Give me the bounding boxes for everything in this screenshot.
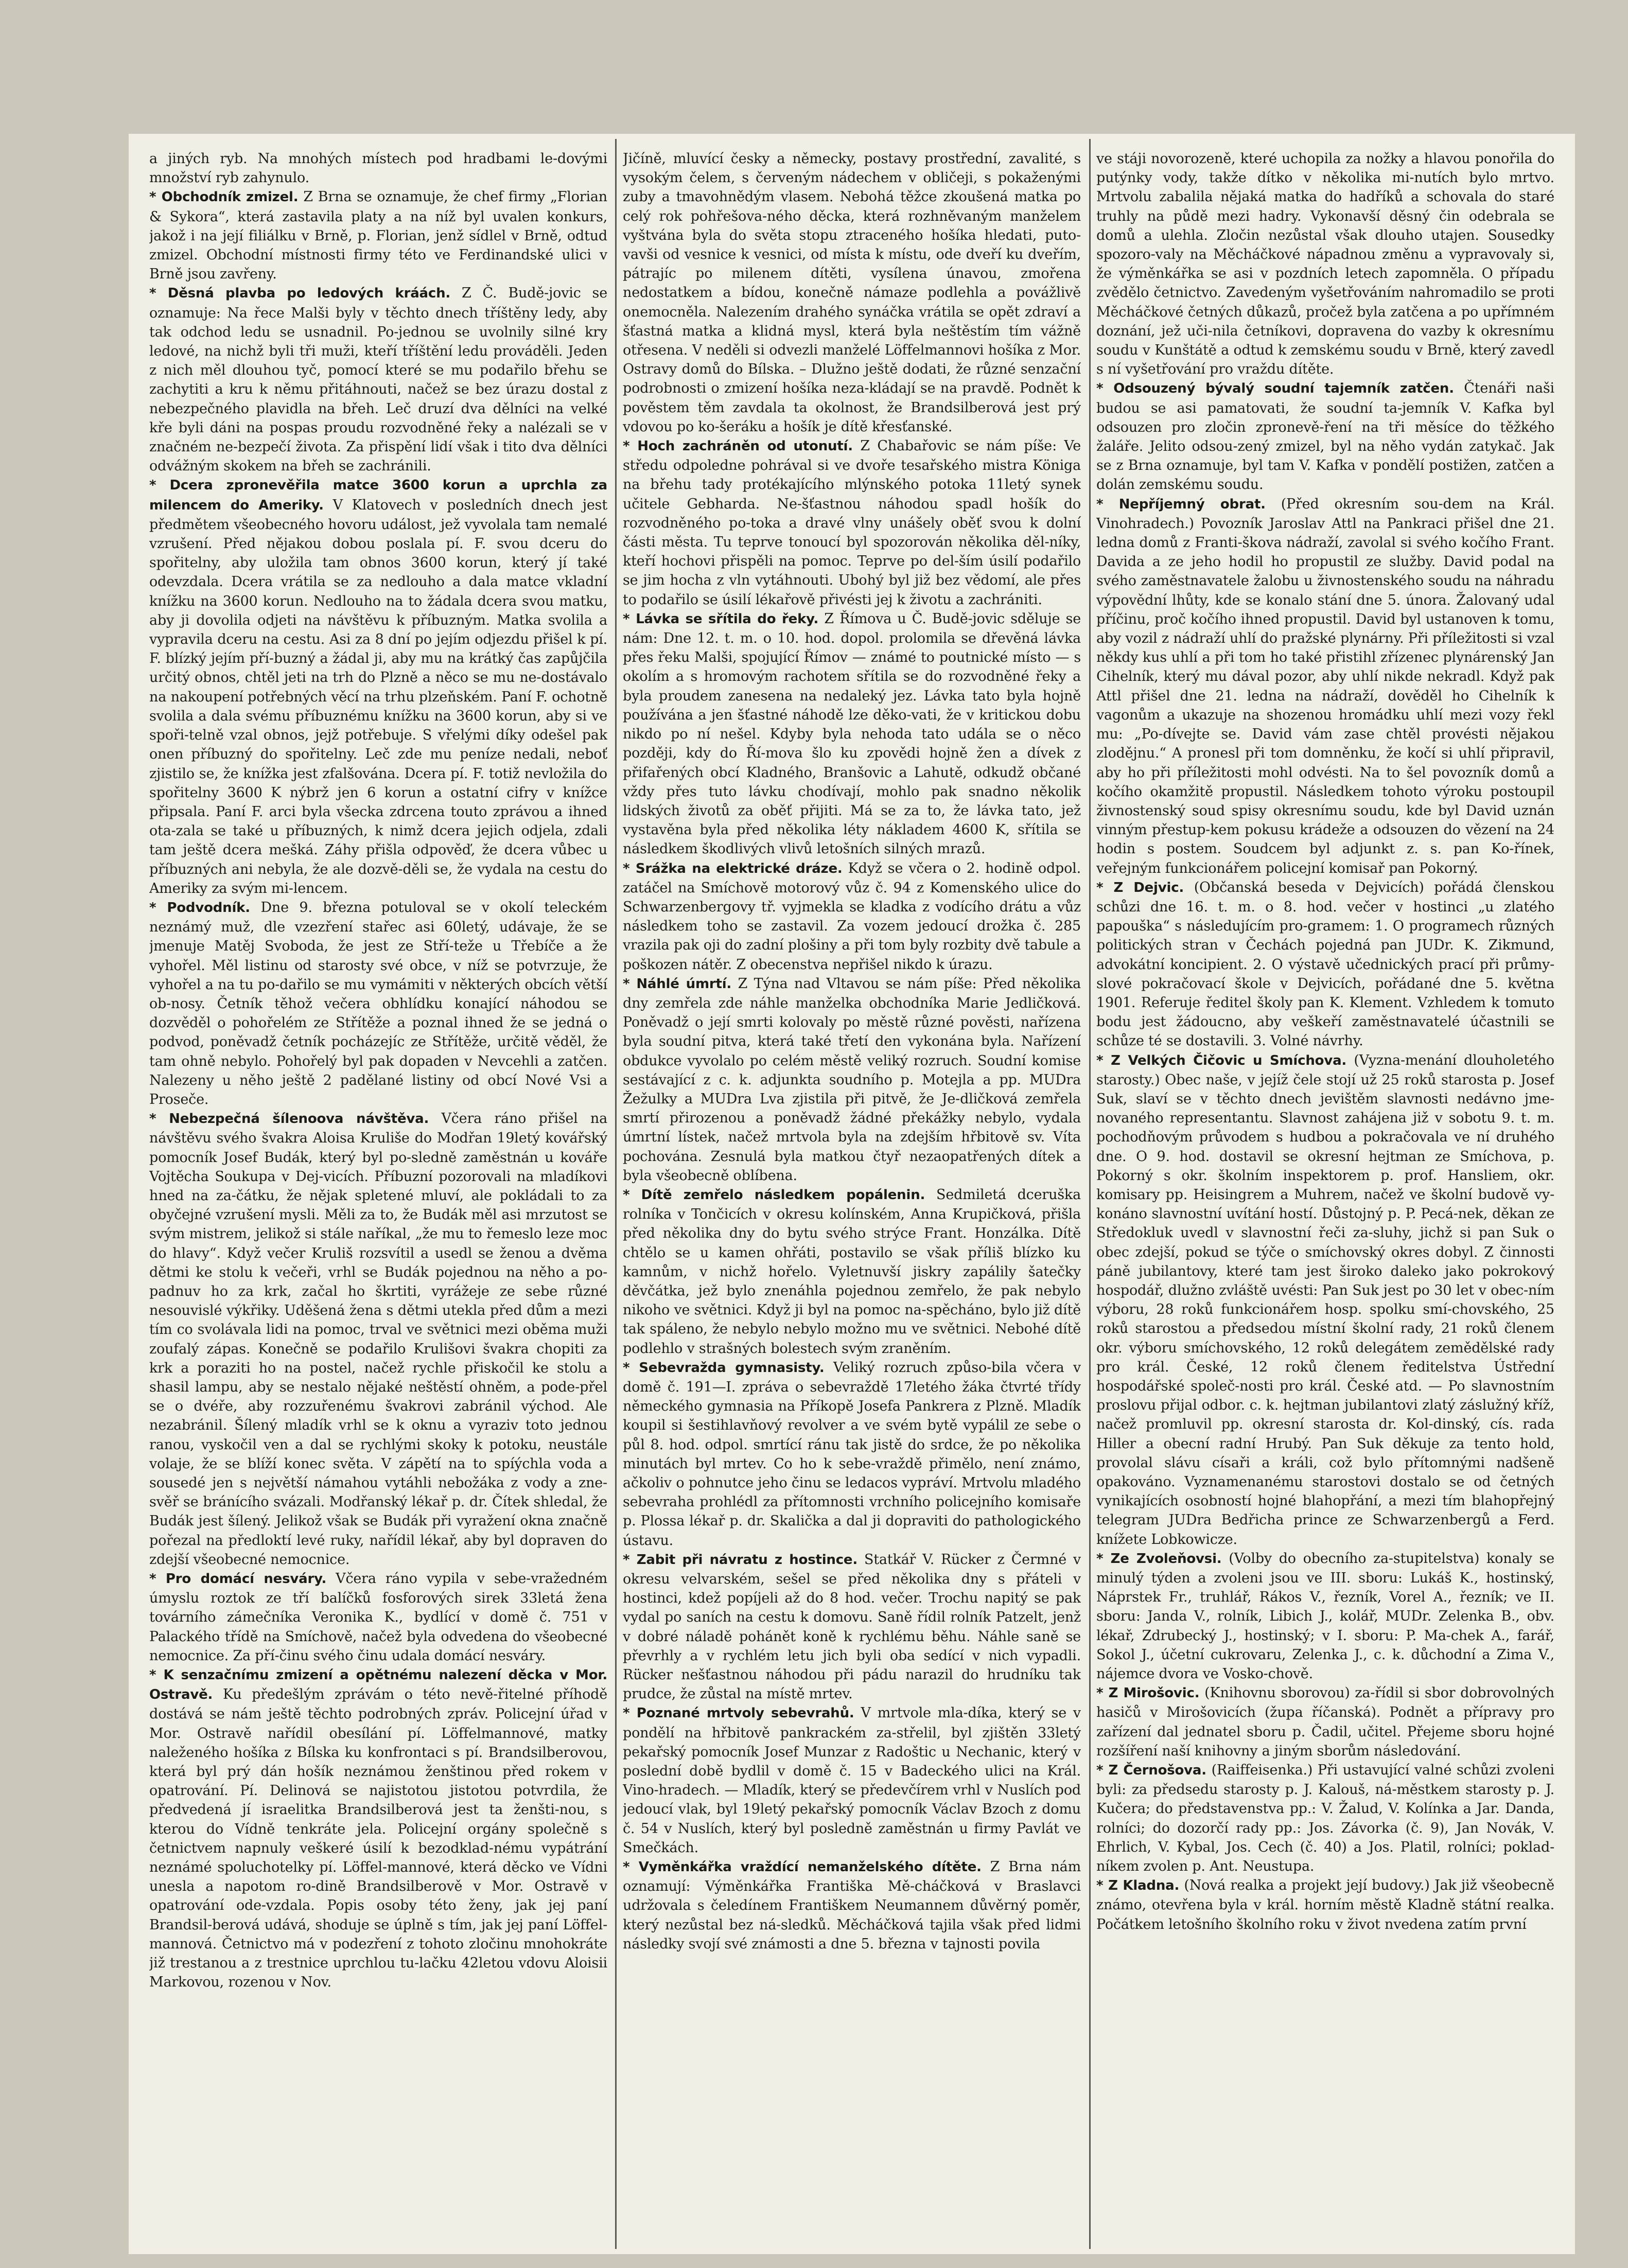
news-item — [1096, 1876, 1554, 1934]
news-text: (Volby do obecního za-stupitelstva) konaly se minulý týden a zvoleni jsou ve III. sboru: Lukáš K., hostinský, Náprstek Fr., truhlář, Rákos V., řezník, Vorel A., řezník; ve II. sboru: Janda V., rolník, Libich J., kolář, MUDr. Zelenka B., obv. lékař, Zdrubecký J., hostinský; v I. sboru: P. Ma-chek A., farář, Sokol J., účetní cukrovaru, Zelenka J., c. k. důchodní a Zima V., nájemce dvora ve Vosko-chově. — [1096, 1550, 1554, 1682]
news-item — [1096, 149, 1554, 379]
news-item — [1096, 379, 1554, 494]
news-item — [149, 1109, 607, 1569]
news-headline: * Srážka na elektrické dráze. — [623, 860, 843, 876]
news-text: Z Chabařovic se nám píše: Ve středu odpoledne pohrával si ve dvoře tesařského mistra Königa na břehu tady protékajícího mlýnského potoka 11letý synek učitele Gebharda. Ne-šťastnou náhodou spadl hošík do rozvodněného po-toka a dravé vlny unášely oběť svou k dolní části města. Tu teprve tonoucí byl spozorován několika děl-níky, kteří hochovi přispěli na pomoc. Teprve po del-ším úsilí podařilo se jim hocha z vln vytáhnouti. Ubohý byl již bez vědomí, ale přes to podařilo se úsilí lékařově přivésti jej k životu a zachrániti. — [623, 438, 1081, 608]
news-text: Včera ráno vypila v sebe-vražedném úmyslu roztok ze tří balíčků fosforových sirek 33letá žena továrního zámečníka Veronika K., bydlící v domě č. 751 v Palackého třídě na Smíchově, načež byla odvedena do všeobecné nemocnice. Za pří-činu svého činu udala domácí nesváry. — [149, 1571, 607, 1664]
news-item — [1096, 1761, 1554, 1876]
column-3 — [1096, 149, 1554, 2239]
column-2 — [623, 149, 1081, 2239]
news-text: Statkář V. Rücker z Čermné v okresu velvarském, sešel se před několika dny s přáteli v hostinci, kdež popíjeli až do 8 hod. večer. Trochu napitý se pak vydal po saních na cestu k domovu. Saně řídil rolník Patzelt, jenž v dobré náladě pohánět koně k rychlému běhu. Náhle saně se převrhly a v rychlém letu jich byli oba sedící v nich vypadli. Rücker nešťastnou náhodou při pádu narazil do hrudníku tak prudce, že zůstal na místě mrtev. — [623, 1551, 1081, 1702]
news-text: Sedmiletá dceruška rolníka v Tončicích v okresu kolínském, Anna Krupičková, přišla před několika dny do bytu svého strýce Frant. Honzálka. Dítě chtělo se u kamen ohřáti, postavilo se však příliš blízko ku kamnům, v nichž hořelo. Vyletnuvší jiskry zapálily šatečky děvčátka, jež bylo znenáhla pojednou zemřelo, že pak nebylo nikoho ve světnici. Když ji byl na pomoc na-spěcháno, bylo již dítě tak spáleno, že nebylo nebylo možno mu ve světnici. Nebohé dítě podlehlo v strašných bolestech svým zraněním. — [623, 1186, 1081, 1357]
news-text: Když se včera o 2. hodině odpol. zatáčel na Smíchově motorový vůz č. 94 z Komenského ulice do Schwarzenbergovy tř. vyjmekla se kladka z vodícího drátu a vůz následkem toho se zastavil. Za vozem jedoucí drožka č. 285 vrazila pak oji do zadní plošiny a při tom byly rozbity dvě tabule a poškozen nátěr. Z obecenstva nepřišel nikdo k úrazu. — [623, 860, 1081, 973]
news-headline: * K senzačnímu zmizení a opětnému nalezení děcka v Mor. Ostravě. — [149, 1667, 607, 1703]
newspaper-page — [129, 134, 1575, 2254]
column-divider — [615, 139, 617, 2249]
news-item — [623, 436, 1081, 609]
news-text: Z Římova u Č. Budě-jovic sděluje se nám: Dne 12. t. m. o 10. hod. dopol. prolomila se dřevěná lávka přes řeku Malši, spojující Římov — známé to poutnické místo — s okolím a s hromovým rachotem sřítila se do rozvodněné řeky a byla proudem zanesena na nedaleký jez. Lávka tato byla hojně používána a jen šťastné náhodě lze děko-vati, že v kritickou dobu nikdo po ní nešel. Kdyby byla nehoda tato udála se o něco později, kdy do Ří-mova šlo ku zpovědi hojně žen a dívek z přifařených obcí Kladného, Branšovic a Lahutě, odkudž občané vždy přes tuto lávku chodívají, mohlo pak snadno několik lidských životů za oběť přijiti. Má se za to, že lávka tato, jež vystavěna byla před několika léty nákladem 4600 K, sřítila se následkem škodlivých vlivů letošních silných mrazů. — [623, 610, 1081, 857]
news-text: Dne 9. března potuloval se v okolí teleckém neznámý muž, dle vzezření stařec asi 60letý, udávaje, že se jmenuje Matěj Svoboda, že jest ze Stří-teže u Třebíče a že vyhořel. Měl listinu od starosty své obce, v níž se potvrzuje, že vyhořel a na tu po-dařilo se mu vymámiti v některých obcích větší ob-nosy. Četník těhož večera obhlídku konající náhodou se dozvěděl o pohořelém ze Střítěže a poznal ihned že se jedná o podvod, poněvadž četník pocházejíc ze Střítěže, určitě věděl, že tam ohně nebylo. Pohořelý byl pak dopaden v Nevcehli a zatčen. Nalezeny u něho ještě 2 padělané listiny od obcí Nové Vsi a Proseče. — [149, 899, 607, 1107]
news-item — [623, 149, 1081, 436]
news-headline: * Zabit při návratu z hostince. — [623, 1552, 858, 1568]
news-text: Ku předešlým zprávám o této nevě-řitelné příhodě dostává se nám ještě těchto podrobných zpráv. Policejní úřad v Mor. Ostravě nařídil obesílání pí. Löffelmannové, matky naleženého hošíka z Bílska ku konfrontaci s pí. Brandsilberovou, která byl prý dán hošík neznámou ženštinou před rokem v opatrování. Pí. Delinová se najistotou jistotou potvrdila, že předvedená jí israelitka Brandsilberová jest ta ženšti-nou, s kterou do Vídně tenkráte jela. Policejní orgány společně s četnictvem napnuly veškeré úsilí k bezodklad-nému vypátrání neznámé spoluchotelky pí. Löffel-mannové, která děcko ve Vídni unesla a napotom ro-dině Brandsilberově v Mor. Ostravě v opatrování ode-vzdala. Popis osoby této ženy, jak jej paní Brandsil-berová udává, shoduje se úplně s tím, jak jej paní Löffel-mannová. Četnictvo má v podezření z tohoto zločinu mnohokráte již trestanou a z trestnice uprchlou tu-lačku 42letou vdovu Aloisii Markovou, rozenou v Nov. — [149, 1686, 607, 1991]
news-headline: * Nepříjemný obrat. — [1096, 496, 1266, 512]
news-text: V mrtvole mla-díka, který se v pondělí na hřbitově pankrackém za-střelil, byl zjištěn 33letý pekařský pomocník Josef Munzar z Radoštic u Nechanic, který v poslední době bydlil v domě č. 15 v Badeckého ulici na Král. Vino-hradech. — Mladík, který se předevčírem vrhl v Nuslích pod jedoucí vlak, byl 19letý pekařský pomocník Václav Bzoch z domu č. 54 v Nuslích, který byl posledně zaměstnán u firmy Pavlát ve Smečkách. — [623, 1705, 1081, 1856]
news-headline: * Dcera zpronevěřila matce 3600 korun a uprchla za milencem do Ameriky. — [149, 478, 607, 513]
news-headline: * Obchodník zmizel. — [149, 189, 299, 205]
news-headline: * Podvodník. — [149, 900, 250, 916]
news-headline: * Pro domácí nesváry. — [149, 1571, 327, 1587]
news-text: (Před okresním sou-dem na Král. Vinohradech.) Povozník Jaroslav Attl na Pankraci přišel dne 21. ledna domů z Franti-škova nádraží, zavolal si svého kočího Frant. Davida a ze jeho hodil ho propustil ze služby. David podal na svého zaměstnavatele žalobu u živnostenského soudu na náhradu výpovědní lhůty, kde se konalo stání dne 5. února. Žalovaný udal příčinu, proč kočího ihned propustil. David byl ustanoven k tomu, aby vozil z nádraží uhlí do pražské plynárny. Při příležitosti si vzal někdy kus uhlí a při tom ho také přistihl zřízenec plynárenský Jan Cihelník, který mu dával pozor, aby uhlí nikde nekradl. Když pak Attl přišel dne 21. ledna na nádraží, dověděl ho Cihelník k vagonům a ukazuje na shozenou hromádku uhlí mezi vozy řekl mu: „Po-dívejte se. David vám zase chtěl provésti nějakou zlodějnu.“ A pronesl při tom domněnku, že kočí si uhlí připravil, aby ho při příležitosti mohl odvésti. Na to šel povozník domů a kočího okamžitě propustil. Následkem tohoto výroku postoupil živnostenský soud spisy okresnímu soudu, kde byl David uznán vinným přestup-kem pokusu krádeže a odsouzen do vězení na 24 hodin s postem. Soudcem byl adjunkt z. s. pan Ko-řínek, veřejným funkcionářem policejní komisař pan Pokorný. — [1096, 496, 1554, 876]
news-headline: * Z Dejvic. — [1096, 880, 1184, 895]
news-text: (Raiffeisenka.) Při ustavující valné schůzi zvoleni byli: za předsedu starosty p. J. Kalouš, ná-městkem starosty p. J. Kučera; do představenstva pp.: V. Žalud, V. Kolínka a Jar. Danda, rolníci; do dozorčí rady pp.: Jos. Závorka (č. 9), Jan Novák, V. Ehrlich, V. Kybal, Jos. Cech (č. 40) a Jos. Platil, rolníci; poklad-níkem zvolen p. Ant. Neustupa. — [1096, 1762, 1554, 1875]
news-item — [1096, 495, 1554, 878]
news-item — [623, 1185, 1081, 1358]
news-text: ve stáji novorozeně, které uchopila za nožky a hlavou ponořila do putýnky vody, takže dítko v několika mi-nutích bylo mrtvo. Mrtvolu zabalila nějaká matka do hadříků a schovala do staré truhly na půdě mezi hadry. Vykonavší děsný čin odebrala se domů a ulehla. Zločin nezůstal však dlouho utajen. Sousedky spozoro-valy na Měcháčkové nápadnou změnu a vypravovaly si, že výměnkářka se asi v pozdních letech zapomněla. O případu zvědělo četnictvo. Zavedeným vyšetřováním nahromadilo se proti Měcháčkové četných důkazů, pročež byla zatčena a po upřímném doznání, jež uči-nila četníkovi, dopravena do vazby k okresnímu soudu v Kunštátě a odtud k zemskému soudu v Brně, který zavedl s ní vyšetřování pro vraždu dítěte. — [1096, 151, 1554, 378]
news-item — [149, 149, 607, 187]
news-headline: * Hoch zachráněn od utonutí. — [623, 438, 853, 454]
news-text: Veliký rozruch způso-bila včera v domě č. 191—I. zpráva o sebevraždě 17letého žáka čtvrté třídy německého gymnasia na Příkopě Josefa Pankrera z Plzně. Mladík koupil si šestihlavňový revolver a ve svém bytě vypálil ze sebe o půl 8. hod. odpol. smrtící ránu tak jistě do srdce, že po několika minutách byl mrtev. Co ho k sebe-vraždě přimělo, není známo, ačkoliv o pohnutce jeho činu se ledacos vypráví. Mrtvolu mladého sebevraha prohlédl za přítomnosti vrchního policejního komisaře p. Plossa lékař p. dr. Skalička a dal ji dopraviti do pathologického ústavu. — [623, 1359, 1081, 1549]
news-item — [1096, 1683, 1554, 1761]
news-item — [149, 1665, 607, 1992]
news-text: Jičíně, mluvící česky a německy, postavy prostřední, zavalité, s vysokým čelem, s červeným nádechem v obličeji, s pokaženými zuby a tmavohnědým vlasem. Nebohá těžce zkoušená matka po celý rok pohřešova-ného děcka, která rozhněvaným manželem vyštvána byla do světa stopu ztraceného hošíka hledati, puto-vavši od vesnice k vesnici, od místa k místu, ode dveří ku dveřím, pátrajíc po milenem dítěti, vysílena únavou, zmořena nedostatkem a bídou, konečně námaze podlehla a povážlivě onemocněla. Nalezením drahého synáčka vrátila se opět zdraví a šťastná matka a klidná mysl, která byla neštěstím tím vážně otřesena. V neděli si odvezli manželé Löffelmannovi hošíka z Mor. Ostravy domů do Bílska. – Dlužno ještě dodati, že různé senzační podrobnosti o zmizení hošíka neza-kládají se na pravdě. Podnět k pověstem těm zavdala ta okolnost, že Brandsilberová jest prý vdovou po ko-šeráku a hošík je dítě křesťanské. — [623, 151, 1081, 435]
news-item — [1096, 1051, 1554, 1549]
news-headline: * Dítě zemřelo následkem popálenin. — [623, 1187, 925, 1203]
news-item — [623, 1358, 1081, 1550]
news-item — [623, 859, 1081, 974]
news-text: V Klatovech v posledních dnech jest předmětem všeobecného hovoru událost, jež vyvolala tam nemalé vzrušení. Před nějakou dobou poslala pí. F. svou dceru do spořitelny, aby uložila tam obnos 3600 korun, který jí také odevzdala. Dcera vrátila se za nedlouho a dala matce vkladní knížku na 3600 korun. Nedlouho na to žádala dcera svou matku, aby ji dovolila odjeti na návštěvu k příbuzným. Matka svolila a vypravila dceru na cestu. Asi za 8 dní po jejím odjezdu přišel k pí. F. blízký jejím pří-buzný a žádal ji, aby mu na krátký čas zapůjčila určitý obnos, chtěl jeti na trh do Plzně a něco se mu ne-dostávalo na nakoupení potřebných věcí na trhu plzeňském. Paní F. ochotně svolila a dala svému příbuznému knížku na 3600 korun, aby si ve spoři-telně vzal obnos, jejž potřebuje. S vřelými díky odešel pak onen příbuzný do spořitelny. Leč zde mu peníze nedali, neboť zjistilo se, že knížka jest zfalšována. Dcera pí. F. totiž nevložila do spořitelny 3600 K nýbrž jen 6 korun a ostatní cifry v knížce připsala. Paní F. arci byla všecka zdrcena touto zprávou a ihned ota-zala se také u příbuzných, k nimž dcera jejich odjela, zdali tam ještě dcera mešká. Záhy přišla odpověď, že dcera vůbec u příbuzných ani nebyla, že ale dozvě-děli se, že vydala na cestu do Ameriky za svým mi-lencem. — [149, 497, 607, 896]
news-headline: * Z Mirošovic. — [1096, 1685, 1200, 1701]
news-item — [623, 1550, 1081, 1704]
news-text: (Vyzna-menání dlouholetého starosty.) Obec naše, v jejíž čele stojí už 25 roků starosta p. Josef Suk, slaví se v těchto dnech jevištěm slavnosti nedávno jme-novaného representantu. Slavnost zahájena již v sobotu 9. t. m. pochodňovým průvodem s hudbou a pokračovala ve ní druhého dne. O 9. hod. dostavil se okresní hejtman ze Smíchova, p. Pokorný s okr. školním inspektorem p. prof. Hansliem, okr. komisary pp. Heisingrem a Muhrem, načež ve školní budově vy-konáno slavnostní uvítání hostí. Důstojný p. P. Pecá-nek, děkan ze Středokluk uvedl v slavnostní řeči za-sluhy, jichž si pan Suk o obec zdejší, pokud se týče o smíchovský okres dobyl. Z činnosti páně jubilantovy, které tam jest široko daleko jako pokrokový hospodář, dlužno zvláště uvésti: Pan Suk jest po 30 let v obec-ním výboru, 28 roků funkcionářem hosp. spolku smí-chovského, 25 roků starostou a předsedou místní školní rady, 21 roků členem okr. výboru smíchovského, 12 roků delegátem zemědělské rady pro král. České, 12 roků členem ředitelstva Ústřední hospodářské společ-nosti pro král. České atd. — Po slavnostním proslovu přijal odbor. c. k. hejtman jubilantovi zlatý záslužný kříž, načež promluvil pp. okresní starosta dr. Kol-dinský, cís. rada Hiller a obecní radní Hrubý. Pan Suk děkuje za tento hold, provolal slávu císaři a králi, což bylo přítomnými nadšeně opakováno. Vyznamenanému starostovi dostalo se od četných vynikajících osobností hojné blahopřání, a mezi tím blahopřejný telegram JUDra Bedřicha prince ze Schwarzenbergů a Ferd. knížete Lobkowicze. — [1096, 1052, 1554, 1548]
news-text: a jiných ryb. Na mnohých místech pod hradbami le-dovými množství ryb zahynulo. — [149, 151, 607, 186]
news-headline: * Ze Zvoleňovsi. — [1096, 1551, 1222, 1567]
news-item — [149, 476, 607, 898]
news-headline: * Poznané mrtvoly sebevrahů. — [623, 1706, 854, 1721]
news-item — [149, 898, 607, 1109]
news-item — [623, 1703, 1081, 1857]
news-item — [149, 284, 607, 476]
news-headline: * Lávka se sřítila do řeky. — [623, 611, 819, 627]
news-text: (Občanská beseda v Dejvicích) pořádá členskou schůzi dne 16. t. m. o 8. hod. večer v hostinci „u zlatého papouška“ s následujícím pro-gramem: 1. O programech různých politických stran v Čechách pojedná pan JUDr. K. Zikmund, advokátní koncipient. 2. O výstavě učednických prací při průmy-slové pokračovací škole v Dejvicích, pořádané dne 5. května 1901. Referuje ředitel školy pan K. Klement. Vzhledem k tomuto bodu jest žádoucno, aby veškeří zaměstnavatelé účastnili se schůze té se dostavili. 3. Volné návrhy. — [1096, 879, 1554, 1049]
column-divider — [1089, 139, 1091, 2249]
news-headline: * Nebezpečná šílenoova návštěva. — [149, 1111, 429, 1127]
news-item — [149, 1569, 607, 1665]
news-headline: * Sebevražda gymnasisty. — [623, 1360, 825, 1376]
news-headline: * Odsouzený bývalý soudní tajemník zatčen. — [1096, 381, 1454, 397]
news-headline: * Z Černošova. — [1096, 1763, 1206, 1779]
news-text: (Knihovnu sborovou) za-řídil si sbor dobrovolných hasičů v Mirošovicích (župa říčanská). Podnět a přípravy pro zařízení dal jednatel sboru p. Čadil, učitel. Přejeme sboru hojné rozšíření naší knihovny a jiným sborům následování. — [1096, 1685, 1554, 1759]
news-item — [623, 974, 1081, 1185]
news-text: Z Týna nad Vltavou se nám píše: Před několika dny zemřela zde náhle manželka obchodníka Marie Jedličková. Poněvadž o její smrti kolovaly po městě různé pověsti, nařízena byla soudní pitva, která také třetí den vykonána byla. Nařízení obdukce vyvolalo po celém městě veliký rozruch. Soudní komise sestávající z c. k. adjunkta soudního p. Motejla a pp. MUDra Žežulky a MUDra Lva zjistila při pitvě, že Je-dličková zemřela smrtí přirozenou a poněvadž žádné překážky nebylo, vydala úmrtní lístek, načež mrtvola byla na zdejším hřbitově sv. Víta pochována. Zesnulá byla matkou čtyř nezaopatřených dítek a byla všeobecně oblíbena. — [623, 975, 1081, 1184]
news-text: Včera ráno přišel na návštěvu svého švakra Aloisa Kruliše do Modřan 19letý kovářský pomocník Josef Budák, který byl po-sledně zaměstnán u kováře Vojtěcha Soukupa v Dej-vicích. Příbuzní pozorovali na mladíkovi hned na za-čátku, že nějak spletené mluví, ale pokládali to za obyčejné vzrušení mysli. Měli za to, že Budák měl asi mrzutost se svým mistrem, jelikož si stále naříkal, „že mu to řemeslo leze moc do hlavy“. Když večer Kruliš rozsvítil a usedl se ženou a dvěma dětmi ke stolu k večeři, vrhl se Budák pojednou na něho a po-padnuv ho za krk, začal ho škrtiti, vyrážeje ze sebe různé nesouvislé výkřiky. Uděšená žena s dětmi utekla před dům a mezi tím co svolávala lidi na pomoc, trval ve světnici mezi oběma muži zoufalý zápas. Konečně se podařilo Krulišovi švakra chopiti za krk a poraziti ho na postel, načež rychle přiskočil ke stolu a shasil lampu, aby se nestalo nějaké neštěstí ohněm, a pode-přel se o dvéře, aby rozzuřenému švakrovi zabránil východ. Ale nezabránil. Šílený mladík vrhl se k oknu a vyraziv toto jednou ranou, vyskočil ven a dal se rychlými skoky k potoku, neustále volaje, že se blíží konec světa. V zápětí na to spíýchla voda a sousedé jen s největší námahou vytáhli nebožáka z vody a zne-svěř se bránícího svázali. Modřanský lékař p. dr. Čítek shledal, že Budák jest šílený. Jelikož však se Budák při vyražení okna značně pořezal na předloktí levé ruky, nařídil lékař, aby byl dopraven do zdejší všeobecné nemocnice. — [149, 1111, 607, 1568]
news-item — [623, 609, 1081, 859]
news-text: Z Brna se oznamuje, že chef firmy „Florian & Sykora“, která zastavila platy a na níž byl uvalen konkurs, jakož i na její filiálku v Brně, p. Florian, jenž sídlel v Brně, odtud zmizel. Obchodní místnosti firmy této ve Ferdinandské ulici v Brně jsou zavřeny. — [149, 189, 607, 283]
news-headline: * Děsná plavba po ledových kráách. — [149, 286, 451, 302]
news-headline: * Náhlé úmrtí. — [623, 976, 732, 992]
news-item — [149, 187, 607, 284]
news-item — [1096, 878, 1554, 1051]
news-text: Z Č. Budě-jovic se oznamuje: Na řece Malši byly v těchto dnech tříštěny ledy, aby tak odchod ledu se usnadnil. Po-jednou se uvolnily silné kry ledové, na nichž byli tři muži, kteří tříštění ledu prováděli. Jeden z nich měl dlouhou tyč, pomocí které se mu podařilo břehu se zachytiti a kru k němu přitáhnouti, načež se bez úrazu dostal z nebezpečného plavidla na břeh. Leč druzí dva dělníci na velké kře byli dáni na pospas proudu rozvodněné řeky a nalézali se v značném ne-bezpečí života. Za přispění lidí však i tito dva dělníci odvážným skokem na břeh se zachránili. — [149, 285, 607, 474]
column-1 — [149, 149, 607, 2239]
news-text: Čtenáři naši budou se asi pamatovati, že soudní ta-jemník V. Kafka byl odsouzen pro zločin zpronevě-ření na tři měsíce do těžkého žaláře. Jelito odsou-zený zmizel, byl na něho vydán zatykač. Jak se z Brna oznamuje, byl tam V. Kafka v pondělí postižen, zatčen a dolán zemskému soudu. — [1096, 380, 1554, 493]
news-item — [623, 1857, 1081, 1954]
news-text: (Nová realka a projekt její budovy.) Jak již všeobecně známo, otevřena byla v král. horním městě Kladně státní realka. Počátkem letošního školního roku v život nvedena zatím první — [1096, 1877, 1554, 1932]
news-item — [1096, 1549, 1554, 1683]
news-headline: * Vyměnkářka vraždící nemanželského dítěte. — [623, 1859, 982, 1875]
news-headline: * Z Velkých Čičovic u Smíchova. — [1096, 1052, 1347, 1068]
news-text: Z Brna nám oznamují: Výměnkářka Františka Mě-cháčková v Braslavci udržovala s čeledínem Františkem Neumannem důvěrný poměr, který nezůstal bez ná-sledků. Měcháčková tajila však před lidmi následky svojí své známosti a dne 5. března v tajnosti povila — [623, 1859, 1081, 1952]
news-headline: * Z Kladna. — [1096, 1878, 1180, 1894]
